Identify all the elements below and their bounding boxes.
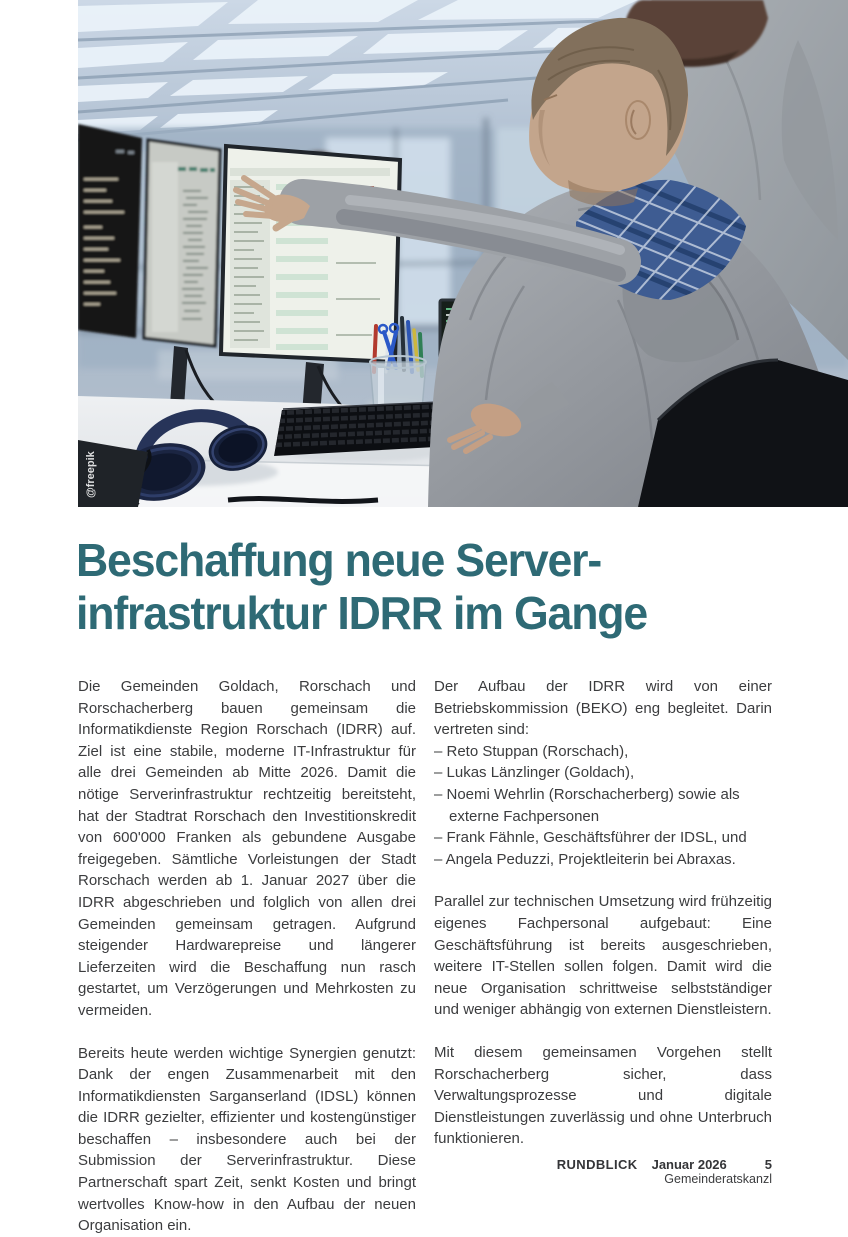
- paragraph: Bereits heute werden wichtige Synergien genutzt: Dank der engen Zusammenarbeit mit den Informatikdiensten Sarganserland (IDSL) können die IDRR gezielter, effizienter und kostengünstiger beschaffen – insbesondere auch bei der Submission der Serverinfrastruktur. Diese Partnerschaft spart Zeit, senkt Kosten und bringt wertvolles Know-how in den Aufbau der neuen Organisation ein.: [78, 1044, 416, 1235]
- right-column: [434, 676, 772, 1237]
- article-body: [78, 676, 772, 1237]
- list-item: – Lukas Länzlinger (Goldach),: [434, 764, 635, 782]
- article-signature: Gemeinderatskanzl: [664, 1171, 772, 1186]
- page-title-line2: infrastruktur IDRR im Gange: [76, 587, 648, 639]
- member-list: [434, 741, 772, 871]
- photo-watermark: @freepik: [85, 451, 97, 498]
- page-number: 5: [764, 1157, 772, 1172]
- publication-name: RUNDBLICK: [556, 1157, 638, 1172]
- list-item: – Angela Peduzzi, Projektleiterin bei Abraxas.: [434, 850, 736, 868]
- office-photo-illustration: [78, 0, 848, 507]
- page-title-line1: Beschaffung neue Server-: [76, 534, 602, 586]
- issue-date: Januar 2026: [651, 1157, 727, 1172]
- paragraph: Die Gemeinden Goldach, Rorschach und Rorschacherberg bauen gemeinsam die Informatikdienste Region Rorschach (IDRR) auf. Ziel ist eine stabile, moderne IT-Infrastruktur für alle drei Gemeinden ab Mitte 2026. Damit die nötige Serverinfrastruktur rechtzeitig bereitsteht, hat der Stadtrat Rorschach den Investitionskredit von 600'000 Franken als gebundene Ausgabe freigegeben. Sämtliche Vorleistungen der Stadt Rorschach werden ab 1. Januar 2027 über die IDRR abgeschrieben und folglich von allen drei Gemeinden gemeinsam getragen. Aufgrund steigender Hardwarepreise und längerer Lieferzeiten wird die Beschaffung nun rasch gestartet, um Verzögerungen und Mehrkosten zu vermeiden.: [78, 678, 416, 1019]
- ide-monitor: [144, 140, 220, 346]
- code-monitor: [78, 124, 142, 338]
- list-item: – Reto Stuppan (Rorschach),: [434, 742, 629, 760]
- list-item: – Frank Fähnle, Geschäftsführer der IDSL, und: [434, 829, 747, 847]
- paragraph: Mit diesem gemeinsamen Vorgehen stellt Rorschacherberg sicher, dass Verwaltungsprozesse und digitale Dienstleistungen zuverlässig und ohne Unterbruch funktionieren.: [434, 1043, 772, 1148]
- article-photo: [78, 0, 848, 507]
- page-footer: [557, 1157, 772, 1172]
- list-item: – Noemi Wehrlin (Rorschacherberg) sowie als externe Fachpersonen: [434, 785, 740, 825]
- paragraph: Parallel zur technischen Umsetzung wird frühzeitig eigenes Fachpersonal aufgebaut: Eine Geschäftsführung ist bereits ausgeschrieben, weitere IT-Stellen sollen folgen. Damit wird die neue Organisation schrittweise selbstständiger und weniger abhängig von externen Dienstleistern.: [434, 893, 772, 1019]
- paragraph: Der Aufbau der IDRR wird von einer Betriebskommission (BEKO) eng begleitet. Darin vertreten sind:: [434, 678, 772, 739]
- page-title: [76, 534, 755, 640]
- left-column: [78, 676, 416, 1237]
